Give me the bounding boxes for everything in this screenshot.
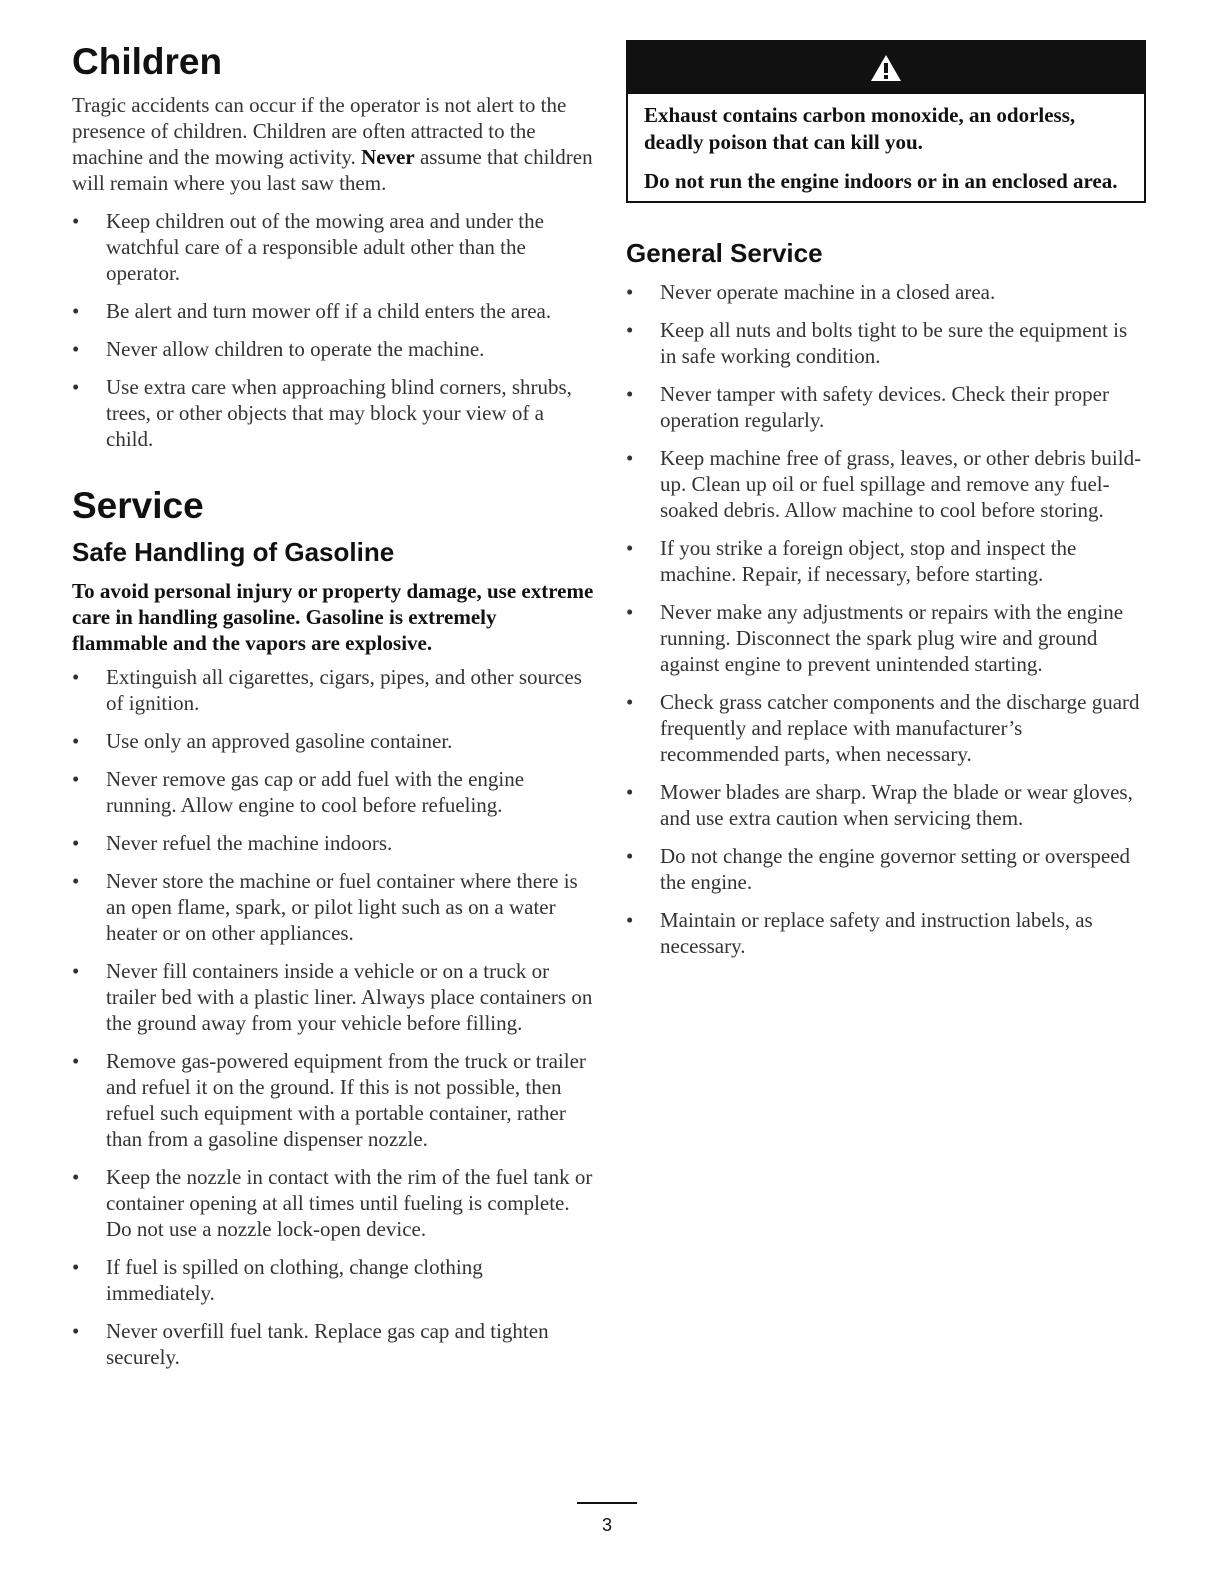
- list-item: • Use extra care when approaching blind corners, shrubs, trees, or other objects that may block your view of a child.: [72, 374, 594, 452]
- list-item: • Keep children out of the mowing area and under the watchful care of a responsible adult other than the operator.: [72, 208, 594, 286]
- gasoline-list: [72, 664, 594, 1370]
- list-item: • Use only an approved gasoline container.: [72, 728, 594, 754]
- list-item: • Do not change the engine governor setting or overspeed the engine.: [626, 843, 1146, 895]
- list-item: • Never tamper with safety devices. Check their proper operation regularly.: [626, 381, 1146, 433]
- list-item: • Never remove gas cap or add fuel with the engine running. Allow engine to cool before refueling.: [72, 766, 594, 818]
- list-item: • Never allow children to operate the machine.: [72, 336, 594, 362]
- page-number: 3: [601, 1515, 612, 1535]
- children-intro: [72, 92, 594, 196]
- right-column: [626, 40, 1146, 971]
- list-item: • Maintain or replace safety and instruction labels, as necessary.: [626, 907, 1146, 959]
- warning-body: [628, 94, 1144, 201]
- list-item: • Extinguish all cigarettes, cigars, pipes, and other sources of ignition.: [72, 664, 594, 716]
- list-item: • Keep machine free of grass, leaves, or other debris build-up. Clean up oil or fuel spillage and remove any fuel-soaked debris. Allow machine to cool before storing.: [626, 445, 1146, 523]
- warning-header-bar: [628, 42, 1144, 94]
- list-item: • Be alert and turn mower off if a child enters the area.: [72, 298, 594, 324]
- general-service-heading: General Service: [626, 238, 823, 268]
- list-item: • Never refuel the machine indoors.: [72, 830, 594, 856]
- general-service-list: [626, 279, 1146, 959]
- list-item: • Never overfill fuel tank. Replace gas cap and tighten securely.: [72, 1318, 594, 1370]
- gasoline-heading: Safe Handling of Gasoline: [72, 537, 395, 567]
- page-footer: [577, 1502, 637, 1536]
- children-intro-emphasis: Never: [361, 145, 415, 169]
- list-item: • Keep the nozzle in contact with the rim of the fuel tank or container opening at all times until fueling is complete. Do not use a nozzle lock-open device.: [72, 1164, 594, 1242]
- carbon-monoxide-warning-box: [626, 40, 1146, 203]
- list-item: • Keep all nuts and bolts tight to be sure the equipment is in safe working condition.: [626, 317, 1146, 369]
- gasoline-warning: To avoid personal injury or property damage, use extreme care in handling gasoline. Gasoline is extremely flammable and the vapors are explosive.: [72, 579, 594, 655]
- warning-line-1: Exhaust contains carbon monoxide, an odorless, deadly poison that can kill you.: [644, 103, 1076, 154]
- children-list: [72, 208, 594, 452]
- footer-rule: [577, 1502, 637, 1504]
- list-item: • Never make any adjustments or repairs with the engine running. Disconnect the spark plug wire and ground against engine to prevent unintended starting.: [626, 599, 1146, 677]
- list-item: • Never fill containers inside a vehicle or on a truck or trailer bed with a plastic liner. Always place containers on the ground away from your vehicle before filling.: [72, 958, 594, 1036]
- list-item: • If fuel is spilled on clothing, change clothing immediately.: [72, 1254, 594, 1306]
- warning-line-2: Do not run the engine indoors or in an enclosed area.: [644, 169, 1118, 193]
- list-item: • Mower blades are sharp. Wrap the blade or wear gloves, and use extra caution when servicing them.: [626, 779, 1146, 831]
- service-heading: Service: [72, 485, 204, 526]
- list-item: • Never store the machine or fuel container where there is an open flame, spark, or pilot light such as on a water heater or on other appliances.: [72, 868, 594, 946]
- list-item: • Remove gas-powered equipment from the truck or trailer and refuel it on the ground. If this is not possible, then refuel such equipment with a portable container, rather than from a gasoline dispenser nozzle.: [72, 1048, 594, 1152]
- list-item: • Never operate machine in a closed area.: [626, 279, 1146, 305]
- children-heading: Children: [72, 41, 223, 82]
- list-item: • Check grass catcher components and the discharge guard frequently and replace with manufacturer’s recommended parts, when necessary.: [626, 689, 1146, 767]
- warning-triangle-icon: [869, 53, 903, 83]
- children-intro-text: Tragic accidents can occur if the operator is not alert to the presence of children. Children are often attracted to the machine and the mowing activity.: [72, 93, 567, 169]
- list-item: • If you strike a foreign object, stop and inspect the machine. Repair, if necessary, before starting.: [626, 535, 1146, 587]
- left-column: [72, 40, 594, 1382]
- children-intro-text-end: assume that children will remain where you last saw them.: [72, 145, 593, 195]
